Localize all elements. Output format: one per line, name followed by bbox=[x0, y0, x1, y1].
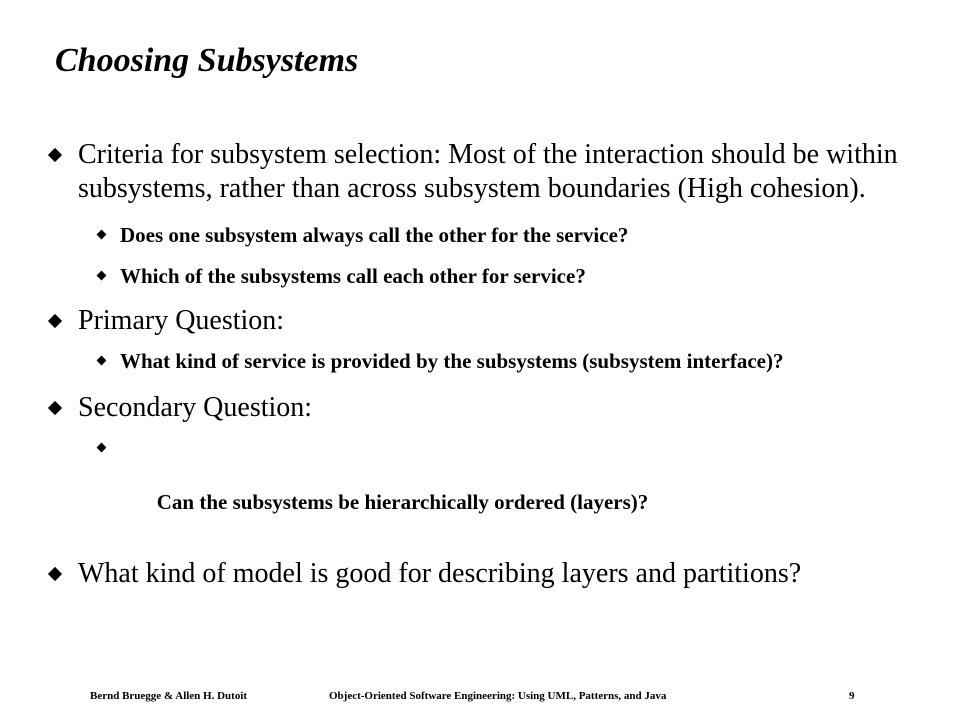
footer-book-title: Object-Oriented Software Engineering: Using UML, Patterns, and Java bbox=[329, 690, 667, 702]
bullet-list bbox=[48, 138, 898, 591]
sub-bullet-item bbox=[48, 222, 898, 249]
sub-bullet-text: Does one subsystem always call the other for the service? bbox=[120, 223, 629, 247]
bullet-text: Secondary Question: bbox=[78, 392, 313, 423]
sub-bullet-item bbox=[48, 435, 898, 543]
sub-bullet-item bbox=[48, 263, 898, 290]
diamond-bullet-icon bbox=[48, 401, 62, 415]
diamond-bullet-icon bbox=[97, 271, 107, 281]
sub-bullet-text: Can the subsystems be hierarchically ordered (layers)? bbox=[151, 490, 649, 514]
bullet-item bbox=[48, 304, 898, 338]
diamond-bullet-icon bbox=[48, 314, 62, 328]
footer-authors: Bernd Bruegge & Allen H. Dutoit bbox=[90, 690, 248, 702]
slide-title: Choosing Subsystems bbox=[55, 42, 359, 79]
sub-bullet-text: What kind of service is provided by the subsystems (subsystem interface)? bbox=[120, 349, 784, 373]
bullet-item bbox=[48, 391, 898, 425]
diamond-bullet-icon bbox=[97, 230, 107, 240]
diamond-bullet-icon bbox=[97, 443, 107, 453]
sub-bullet-item bbox=[48, 348, 898, 375]
sub-bullet-text: Which of the subsystems call each other for service? bbox=[120, 264, 586, 288]
diamond-bullet-icon bbox=[97, 356, 107, 366]
bullet-text: Criteria for subsystem selection: Most of the interaction should be within subsystems, rather than across subsystem boundaries (High cohesion). bbox=[78, 139, 898, 204]
bullet-item bbox=[48, 557, 898, 591]
bullet-item bbox=[48, 138, 898, 206]
footer-page-number: 9 bbox=[849, 690, 855, 702]
bullet-text: What kind of model is good for describing layers and partitions? bbox=[78, 558, 802, 589]
diamond-bullet-icon bbox=[48, 567, 62, 581]
bullet-text: Primary Question: bbox=[78, 305, 285, 336]
diamond-bullet-icon bbox=[48, 148, 62, 162]
